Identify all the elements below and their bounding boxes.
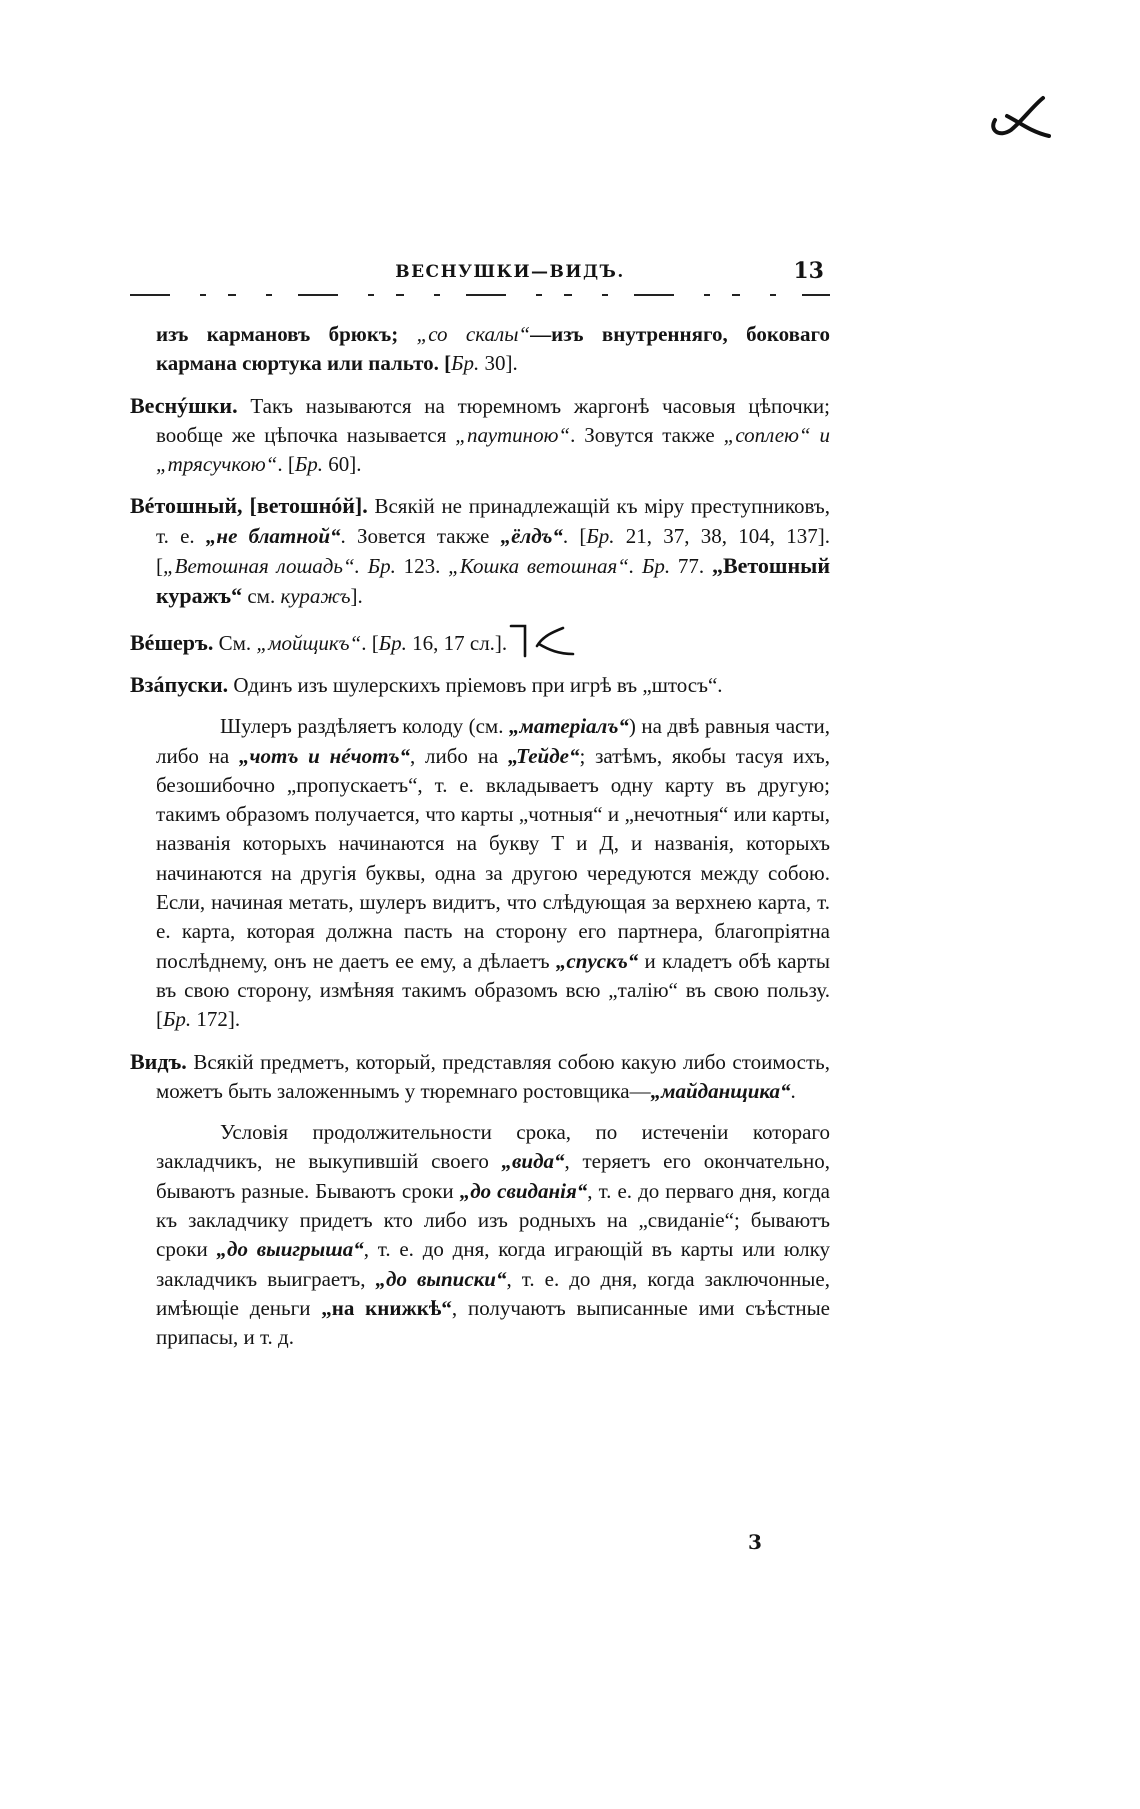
text-run: —изъ внутренняго, боковаго кармана сюртука или пальто. [ [156, 322, 831, 376]
headword: Взáпуски. [130, 671, 229, 697]
sub-headword: „Ветошный куражъ“ [156, 553, 831, 609]
text-run: 123. [395, 554, 449, 579]
term-italic: „до свиданія“ [459, 1178, 588, 1203]
term-italic: „до выигрыша“ [216, 1237, 364, 1262]
term-bold: „на книжкѣ“ [321, 1295, 452, 1320]
term-italic: „мойщикъ“ [256, 630, 362, 655]
text-run: . Зовутся также [570, 422, 724, 447]
term-italic: „чотъ и нéчотъ“ [238, 743, 411, 768]
term-italic: „вида“ [501, 1149, 565, 1174]
term-italic: „майданщика“ [650, 1078, 791, 1103]
continued-paragraph [130, 320, 830, 379]
text-run: см. [242, 584, 281, 609]
term-italic: „до выписки“ [375, 1266, 507, 1291]
text-run: Всякій предметъ, который, представляя собою какую либо стоимость, можетъ быть заложеннымъ у тюремнаго ростовщика— [156, 1049, 830, 1103]
text-run: Всякій не принадлежащій къ міру преступниковъ, т. е. [156, 494, 831, 548]
header-rule [130, 292, 830, 298]
handwritten-bracket-mark [507, 624, 577, 658]
text-run: 30]. [479, 351, 518, 376]
text-run: Шулеръ раздѣляетъ колоду (см. [220, 714, 509, 739]
page-number: 13 [793, 258, 824, 284]
entry-vid [130, 1047, 830, 1107]
term-italic: „Кошка ветошная“. Бр. [448, 554, 671, 579]
dictionary-text [130, 320, 830, 1365]
text-run: 77. [670, 554, 712, 579]
text-run: . [ [277, 452, 295, 477]
term-italic: „спускъ“ [555, 948, 639, 973]
term-italic: „соплею“ и „трясучкою“ [156, 422, 830, 477]
text-run: , получаютъ выписанные ими съѣстные припасы, и т. д. [156, 1295, 831, 1350]
headword: Вéшеръ. [130, 629, 214, 655]
body-paragraph-shuler [130, 712, 830, 1034]
headword: Вéтошный, [ветошнóй]. [130, 493, 368, 519]
running-head [130, 258, 830, 302]
source-abbr: Бр. [378, 630, 407, 655]
source-abbr: Бр. [586, 523, 615, 548]
term-italic: „не блатной“ [205, 523, 341, 548]
term-italic: „ёлдъ“ [500, 523, 563, 548]
text-run: . Зовется также [340, 523, 501, 548]
text-run: 60]. [323, 452, 362, 477]
text-run: Одинъ изъ шулерскихъ пріемовъ при игрѣ въ „штосъ“. [228, 672, 723, 697]
text-run: 21, 37, 38, 104, 137]. [ [156, 523, 831, 579]
text-run: См. [213, 630, 257, 655]
term-italic: „Тейде“ [508, 743, 580, 768]
source-abbr: Бр. [451, 351, 480, 376]
text-run: , т. е. до перваго дня, когда къ закладчику придетъ кто либо изъ родныхъ на „свиданіе“; бываютъ сроки [156, 1178, 831, 1262]
text-run: и кладетъ обѣ карты въ свою сторону, измѣняя такимъ образомъ всю „талію“ въ свою пользу. [ [156, 948, 830, 1032]
text-run: . [ [361, 630, 379, 655]
text-run: , т. е. до дня, когда играющій въ карты или юлку закладчикъ выиграетъ, [156, 1237, 830, 1291]
text-run: , либо на [410, 743, 509, 768]
headword: Веснýшки. [130, 392, 238, 418]
text-run: ; затѣмъ, якобы тасуя ихъ, безошибочно „пропускаетъ“, т. е. вкладываетъ одну карту въ другую; такимъ образомъ получается, что карты „чотныя“ и „нечотныя“ или карты, названія которыхъ начинаются на букву Т и Д, и названія, которыхъ начинаются на другія буквы, одна за другою чередуются между собою. Если, начиная метать, шулеръ видитъ, что слѣдующая за верхнею карта, т. е. карта, которая должна пасть на сторону его партнера, благопріятна послѣднему, онъ не даетъ ее ему, а дѣлаетъ [156, 743, 830, 973]
text-run: 16, 17 сл.]. [406, 630, 508, 655]
term-italic: куражъ [280, 584, 351, 609]
text-run: 172]. [191, 1007, 241, 1032]
text-run: . [790, 1078, 796, 1103]
term-italic: „паутиною“ [455, 422, 571, 447]
source-abbr: Бр. [294, 452, 323, 477]
signature-mark: 3 [748, 1530, 762, 1554]
text-run: , теряетъ его окончательно, бываютъ разные. Бываютъ сроки [156, 1149, 830, 1203]
source-abbr: Бр. [163, 1007, 192, 1032]
term-italic: „со скалы“ [416, 322, 531, 346]
entry-vzapuski [130, 670, 830, 700]
entry-vetoshny [130, 491, 830, 611]
text-run: ]. [350, 584, 363, 609]
handwritten-alpha-mark [985, 92, 1060, 142]
text-run: ) на двѣ равныя части, либо на [156, 714, 831, 768]
text-run: Такъ называются на тюремномъ жаргонѣ часовыя цѣпочки; вообще же цѣпочка называется [156, 393, 830, 447]
running-title: ВЕСНУШКИ—ВИДЪ. [395, 262, 625, 282]
term-italic: „матеріалъ“ [508, 714, 629, 739]
text-run: . [ [562, 523, 587, 548]
entry-vesher [130, 624, 830, 658]
text-run: , т. е. до дня, когда заключонные, имѣющіе деньги [156, 1266, 830, 1320]
term-italic: „Ветошная лошадь“. Бр. [163, 554, 396, 579]
text-run: Условія продолжительности срока, по истеченіи котораго закладчикъ, не выкупившій своего [156, 1120, 830, 1174]
text-run: изъ кармановъ брюкъ; [156, 322, 417, 346]
body-paragraph-usloviya [130, 1118, 830, 1352]
headword: Видъ. [130, 1048, 187, 1074]
entry-vesnushki [130, 391, 830, 480]
